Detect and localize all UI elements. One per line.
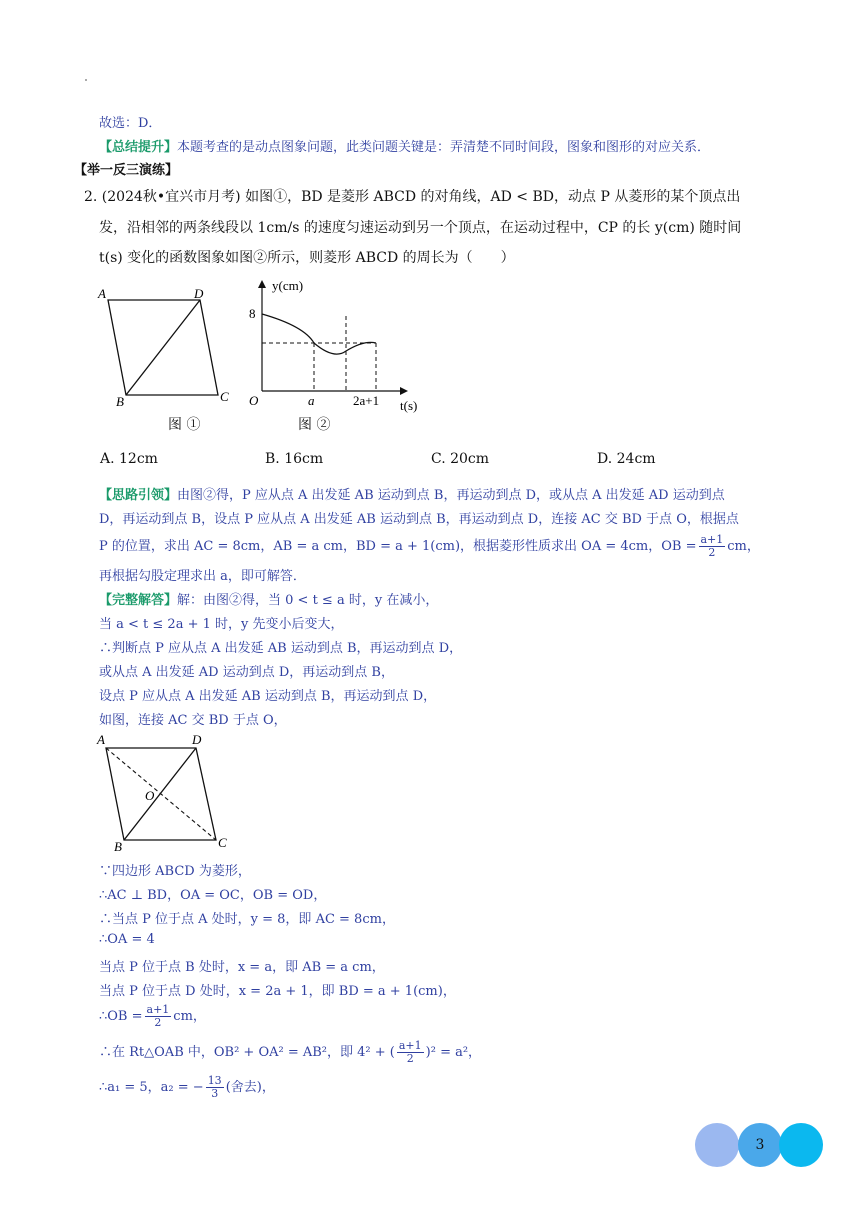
fig2-x-tick-a: a — [308, 393, 315, 408]
figure-2-graph — [244, 274, 434, 414]
fig1-label-d: D — [194, 286, 204, 301]
hint-line-4: 再根据勾股定理求出 a，即可解答． — [99, 569, 306, 584]
solution-line-2: 当 a < t ≤ 2a + 1 时，y 先变小后变大， — [99, 617, 344, 632]
solution-15-num: 13 — [207, 1074, 222, 1087]
page-circle-decor-1 — [695, 1123, 739, 1167]
question-line-1: 2. (2024秋•宜兴市月考) 如图①，BD 是菱形 ABCD 的对角线，AD < BD，动点 P 从菱形的某个顶点出 — [84, 189, 741, 205]
solution-text-14a: ∴在 Rt△OAB 中，OB² + OA² = AB²，即 4² + ( — [99, 1045, 395, 1060]
summary-tag: 【总结提升】 — [99, 140, 178, 155]
solution-text-13b: cm， — [173, 1009, 206, 1024]
solution-line-1 — [99, 589, 438, 608]
scan-dot — [85, 79, 87, 81]
solution-text-13a: ∴OB = — [99, 1009, 143, 1024]
solution-line-14 — [99, 1040, 481, 1065]
solution-line-6: 如图，连接 AC 交 BD 于点 O， — [99, 713, 287, 728]
fig2-y-tick: 8 — [249, 306, 256, 321]
solution-line-7: ∵四边形 ABCD 为菱形， — [99, 864, 251, 879]
hint-fraction — [699, 534, 726, 559]
hint-line-1 — [99, 484, 725, 503]
page-number-text: 3 — [755, 1137, 765, 1153]
fig2-x-tick-2a1: 2a+1 — [353, 393, 380, 408]
solution-line-3: ∴判断点 P 应从点 A 出发延 AB 运动到点 B，再运动到点 D， — [99, 641, 463, 656]
option-c[interactable]: C. 20cm — [431, 451, 490, 467]
fig3-label-a: A — [97, 732, 105, 747]
fig1-label-a: A — [98, 286, 106, 301]
hint-text-1: 由图②得，P 应从点 A 出发延 AB 运动到点 B，再运动到点 D，或从点 A 出发延 AD 运动到点 — [177, 488, 725, 503]
question-line-2: 发，沿相邻的两条线段以 1cm/s 的速度匀速运动到另一个顶点，在运动过程中，CP 的长 y(cm) 随时间 — [99, 220, 742, 236]
option-d[interactable]: D. 24cm — [597, 451, 656, 467]
solution-line-11: 当点 P 位于点 B 处时，x = a，即 AB = a cm， — [99, 960, 385, 975]
solution-text-14b: )² = a²， — [425, 1045, 482, 1060]
solution-14-den: 2 — [406, 1052, 414, 1065]
fig2-ylabel: y(cm) — [272, 278, 304, 293]
solution-14-fraction — [397, 1040, 424, 1065]
figure-1-caption: 图 ① — [168, 417, 201, 433]
fig2-origin: O — [249, 393, 259, 408]
page-number — [738, 1123, 782, 1167]
solution-14-num: a+1 — [398, 1039, 422, 1052]
solution-line-10: ∴OA = 4 — [99, 932, 155, 947]
hint-line-3 — [99, 534, 760, 559]
solution-text-1: 解：由图②得，当 0 < t ≤ a 时，y 在减小， — [177, 593, 439, 608]
solution-13-fraction — [145, 1004, 172, 1029]
solution-13-num: a+1 — [146, 1003, 170, 1016]
figure-1-rhombus — [96, 282, 246, 412]
solution-line-4: 或从点 A 出发延 AD 运动到点 D，再运动到点 B， — [99, 665, 394, 680]
solution-13-den: 2 — [154, 1016, 162, 1029]
fig1-label-c: C — [220, 389, 229, 404]
solution-tag: 【完整解答】 — [99, 593, 178, 608]
hint-text-3b: cm， — [727, 539, 760, 554]
fig2-xlabel: t(s) — [400, 398, 418, 413]
section-title: 【举一反三演练】 — [74, 163, 179, 178]
solution-line-15 — [99, 1075, 275, 1100]
solution-15-fraction — [206, 1075, 224, 1100]
solution-line-5: 设点 P 应从点 A 出发延 AB 运动到点 B，再运动到点 D， — [99, 689, 437, 704]
solution-line-13 — [99, 1004, 206, 1029]
hint-tag: 【思路引领】 — [99, 488, 178, 503]
summary-text: 本题考查的是动点图象问题，此类问题关键是：弄清楚不同时间段，图象和图形的对应关系． — [177, 140, 711, 155]
option-a[interactable]: A. 12cm — [100, 451, 158, 467]
solution-text-15a: ∴a₁ = 5，a₂ = − — [99, 1080, 204, 1095]
question-line-3: t(s) 变化的函数图象如图②所示，则菱形 ABCD 的周长为（ ） — [99, 250, 515, 266]
summary-line — [99, 136, 710, 155]
page-circle-decor-3 — [779, 1123, 823, 1167]
fig3-label-c: C — [218, 835, 227, 850]
solution-15-den: 3 — [211, 1087, 219, 1100]
solution-line-9: ∴当点 P 位于点 A 处时，y = 8，即 AC = 8cm， — [99, 912, 395, 927]
hint-frac-den: 2 — [708, 546, 716, 559]
answer-line: 故选：D． — [99, 116, 162, 131]
fig1-label-b: B — [116, 394, 124, 409]
option-b[interactable]: B. 16cm — [265, 451, 324, 467]
solution-line-8: ∴AC ⊥ BD，OA = OC，OB = OD， — [99, 888, 327, 903]
fig3-label-d: D — [192, 732, 202, 747]
hint-frac-num: a+1 — [700, 533, 724, 546]
fig3-label-b: B — [114, 839, 122, 854]
hint-line-2: D，再运动到点 B，设点 P 应从点 A 出发延 AB 运动到点 B，再运动到点 D，连接 AC 交 BD 于点 O，根据点 — [99, 512, 739, 527]
solution-text-15b: (舍去)， — [225, 1080, 275, 1095]
fig3-label-o: O — [145, 788, 155, 803]
figure-2-caption: 图 ② — [298, 417, 331, 433]
hint-text-3a: P 的位置，求出 AC = 8cm，AB = a cm，BD = a + 1(cm)，根据菱形性质求出 OA = 4cm，OB = — [99, 539, 697, 554]
solution-line-12: 当点 P 位于点 D 处时，x = 2a + 1，即 BD = a + 1(cm)， — [99, 984, 456, 999]
figure-3-rhombus — [92, 730, 242, 855]
